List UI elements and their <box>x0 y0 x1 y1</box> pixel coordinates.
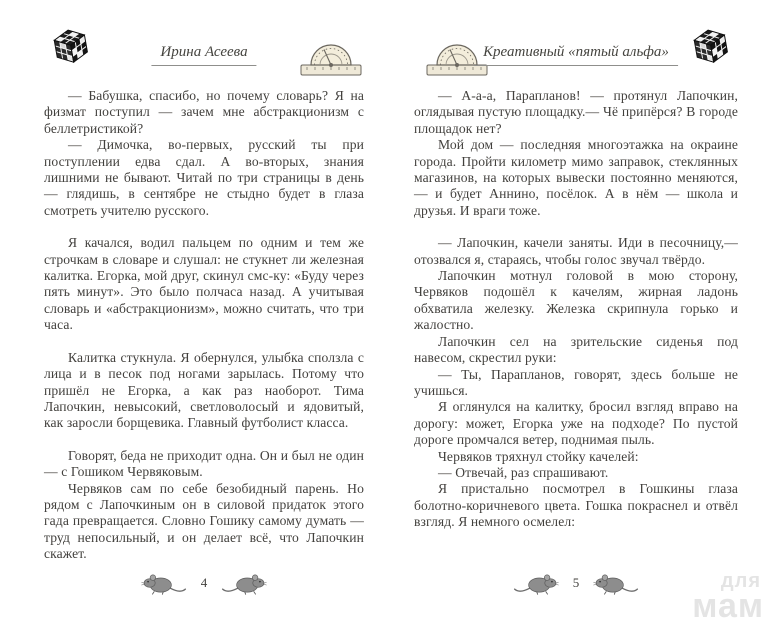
watermark-line1: для <box>720 570 761 593</box>
rubiks-cube-icon <box>48 26 94 72</box>
mouse-icon <box>513 570 559 596</box>
right-page-text <box>414 88 738 531</box>
paragraph: — Ты, Парапланов, говорят, здесь больше не учишься. <box>414 366 738 398</box>
right-running-head <box>414 24 738 82</box>
mouse-icon <box>221 570 267 596</box>
mouse-icon <box>593 570 639 596</box>
paragraph: Я пристально посмотрел в Гошкины глаза болотно-коричневого цвета. Гошка покраснел и отвёл взгляд. Я немного осмелел: <box>414 481 738 530</box>
paragraph: Мой дом — последняя многоэтажка на окраине города. Пройти километр мимо заправок, стеклянных магазинов, на которых вывески постоянно меняются,— и будет Аннино, посёлок. А в нём — школа и друзья. И враги тоже. <box>414 137 738 218</box>
chapter-title: Креативный «пятый альфа» <box>474 44 678 66</box>
paragraph: Лапочкин мотнул головой в мою сторону, Червяков подошёл к качелям, жирная ладонь обхватила железку. Железка скрипнула горько и жалостно. <box>414 268 738 333</box>
left-running-head <box>44 24 364 82</box>
right-page-footer <box>414 570 738 596</box>
paragraph: Я оглянулся на калитку, бросил взгляд вправо на дорогу: может, Егорка уже на подходе? По пустой дороге промчался ветер, поднимая пыль. <box>414 399 738 448</box>
watermark <box>692 570 764 625</box>
watermark-line2: мам <box>692 586 764 625</box>
paragraph: Я качался, водил пальцем по одним и тем же строчкам в словаре и слушал: не стукнет ли железная калитка. Егорка, мой друг, скинул смс-ку: «Буду через пять минут». Это было полчаса назад. А учитывая словарь и «абстракционизм», можно считать, что три часа. <box>44 235 364 333</box>
paragraph: — Бабушка, спасибо, но почему словарь? Я на физмат поступил — зачем мне абстракционизм с беллетристикой? <box>44 88 364 136</box>
left-page <box>44 24 364 612</box>
author-title: Ирина Асеева <box>151 44 256 66</box>
page-number-left: 4 <box>200 575 208 590</box>
left-page-text <box>44 88 364 563</box>
mouse-icon <box>141 570 187 596</box>
paragraph: — Лапочкин, качели заняты. Иди в песочницу,— отозвался я, стараясь, чтобы голос звучал твёрдо. <box>414 235 738 267</box>
paragraph: Лапочкин сел на зрительские сиденья под навесом, скрестил руки: <box>414 333 738 366</box>
paragraph: — Отвечай, раз спрашивают. <box>438 464 609 480</box>
protractor-icon <box>298 34 364 78</box>
paragraph: — А-а-а, Парапланов! — протянул Лапочкин, оглядывая пустую площадку.— Чё припёрся? В городе площадок нет? <box>414 88 738 136</box>
paragraph: Говорят, беда не приходит одна. Он и был не один — с Гошиком Червяковым. <box>44 447 364 480</box>
page-number-right: 5 <box>572 575 580 590</box>
rubiks-cube-icon <box>688 26 734 72</box>
paragraph: Червяков тряхнул стойку качелей: <box>438 448 639 464</box>
right-page <box>414 24 738 612</box>
paragraph: Калитка стукнула. Я обернулся, улыбка сползла с лица и в песок под ногами зарылась. Потому что пришёл не Егорка, а как раз наоборот. Тима Лапочкин, невысокий, светловолосый и ядовитый, как заросли борщевика. Главный футболист класса. <box>44 349 364 431</box>
left-page-footer <box>44 570 364 596</box>
paragraph: Червяков сам по себе безобидный парень. Но рядом с Лапочкиным он в силовой придаток этого гада превращается. Словно Гошику самому думать — труд непосильный, и он делает всё, что Лапочкин скажет. <box>44 480 364 562</box>
paragraph: — Димочка, во-первых, русский ты при поступлении едва сдал. А во-вторых, знания лишними не бывают. Читай по три страницы в день — глядишь, в сентябре не стыдно будет в глаза смотреть учителю русского. <box>44 137 364 218</box>
